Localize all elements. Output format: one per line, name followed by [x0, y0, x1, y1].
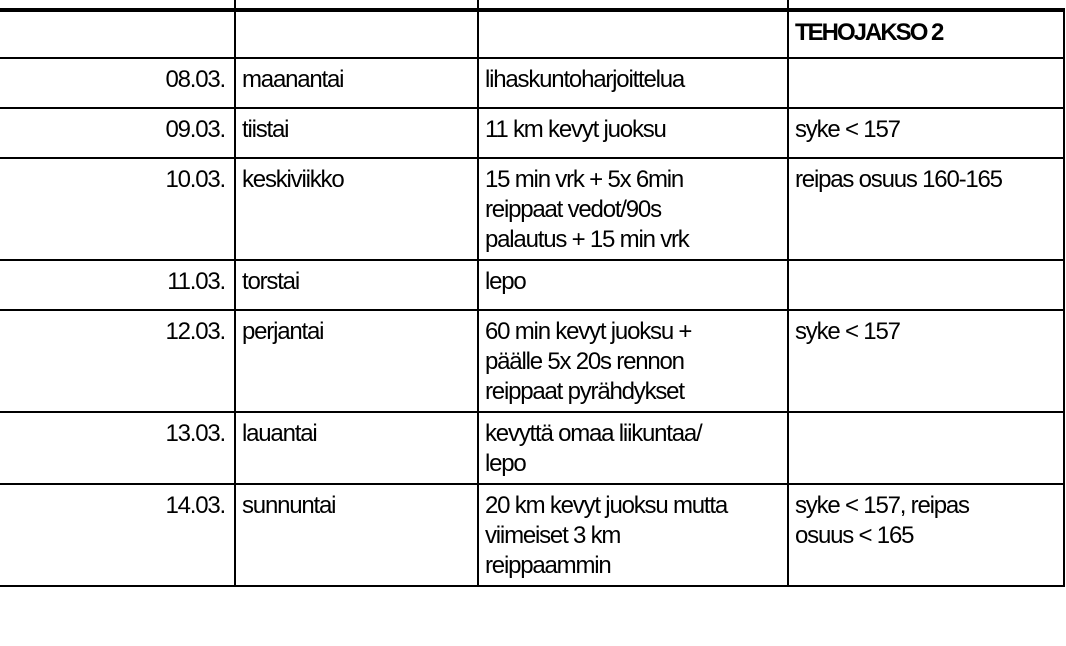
date-cell-text: 13.03. [165, 420, 225, 447]
training-cell [478, 108, 788, 158]
day-cell [235, 484, 478, 586]
table-row [0, 58, 1064, 108]
training-line: 15 min vrk + 5x 6min [485, 166, 684, 193]
day-cell-text: maanantai [242, 66, 344, 93]
date-cell-text: 09.03. [165, 116, 225, 143]
date-cell [0, 158, 235, 260]
training-line: lihaskuntoharjoittelua [485, 66, 685, 93]
date-cell-text: 10.03. [165, 166, 225, 193]
header-date-cell [0, 10, 235, 58]
date-cell [0, 412, 235, 484]
header-day-cell [235, 10, 478, 58]
table-row [0, 158, 1064, 260]
note-line: syke < 157 [795, 116, 900, 143]
training-line: 11 km kevyt juoksu [485, 116, 666, 143]
training-line: palautus + 15 min vrk [485, 226, 689, 253]
day-cell [235, 108, 478, 158]
date-cell [0, 484, 235, 586]
note-line: reipas osuus 160-165 [795, 166, 1002, 193]
note-line: syke < 157 [795, 318, 900, 345]
table-row [0, 260, 1064, 310]
day-cell [235, 158, 478, 260]
day-cell-text: lauantai [242, 420, 317, 447]
date-cell-text: 11.03. [167, 268, 225, 295]
date-cell [0, 108, 235, 158]
day-cell-text: tiistai [242, 116, 289, 143]
training-line: 60 min kevyt juoksu + [485, 318, 692, 345]
day-cell [235, 310, 478, 412]
training-line: lepo [485, 268, 526, 295]
day-cell [235, 412, 478, 484]
table-row [0, 310, 1064, 412]
training-line: lepo [485, 450, 526, 477]
day-cell-text: sunnuntai [242, 492, 336, 519]
day-cell [235, 260, 478, 310]
training-line: viimeiset 3 km [485, 522, 621, 549]
header-row [0, 10, 1064, 58]
day-cell [235, 58, 478, 108]
training-line: reippaat pyrähdykset [485, 378, 684, 405]
note-cell [788, 412, 1064, 484]
training-cell [478, 484, 788, 586]
training-line: reippaat vedot/90s [485, 196, 661, 223]
note-cell [788, 484, 1064, 586]
training-cell [478, 412, 788, 484]
date-cell [0, 260, 235, 310]
training-line: reippaammin [485, 552, 611, 579]
day-cell-text: torstai [242, 268, 299, 295]
header-training-cell [478, 10, 788, 58]
note-cell [788, 310, 1064, 412]
day-cell-text: keskiviikko [242, 166, 344, 193]
note-cell [788, 158, 1064, 260]
table-row [0, 412, 1064, 484]
table-row [0, 108, 1064, 158]
training-cell [478, 260, 788, 310]
date-cell-text: 12.03. [165, 318, 225, 345]
training-line: kevyttä omaa liikuntaa/ [485, 420, 702, 447]
note-line: syke < 157, reipas [795, 492, 969, 519]
date-cell [0, 58, 235, 108]
table-row [0, 484, 1064, 586]
day-cell-text: perjantai [242, 318, 324, 345]
training-line: päälle 5x 20s rennon [485, 348, 684, 375]
note-cell [788, 108, 1064, 158]
date-cell-text: 14.03. [165, 492, 225, 519]
date-cell [0, 310, 235, 412]
date-cell-text: 08.03. [165, 66, 225, 93]
period-heading: TEHOJAKSO 2 [795, 19, 943, 46]
training-cell [478, 158, 788, 260]
note-cell [788, 58, 1064, 108]
training-schedule-table [0, 8, 1065, 587]
training-cell [478, 310, 788, 412]
training-schedule-body [0, 10, 1064, 586]
training-cell [478, 58, 788, 108]
header-period-cell [788, 10, 1064, 58]
note-line: osuus < 165 [795, 522, 914, 549]
note-cell [788, 260, 1064, 310]
training-line: 20 km kevyt juoksu mutta [485, 492, 727, 519]
